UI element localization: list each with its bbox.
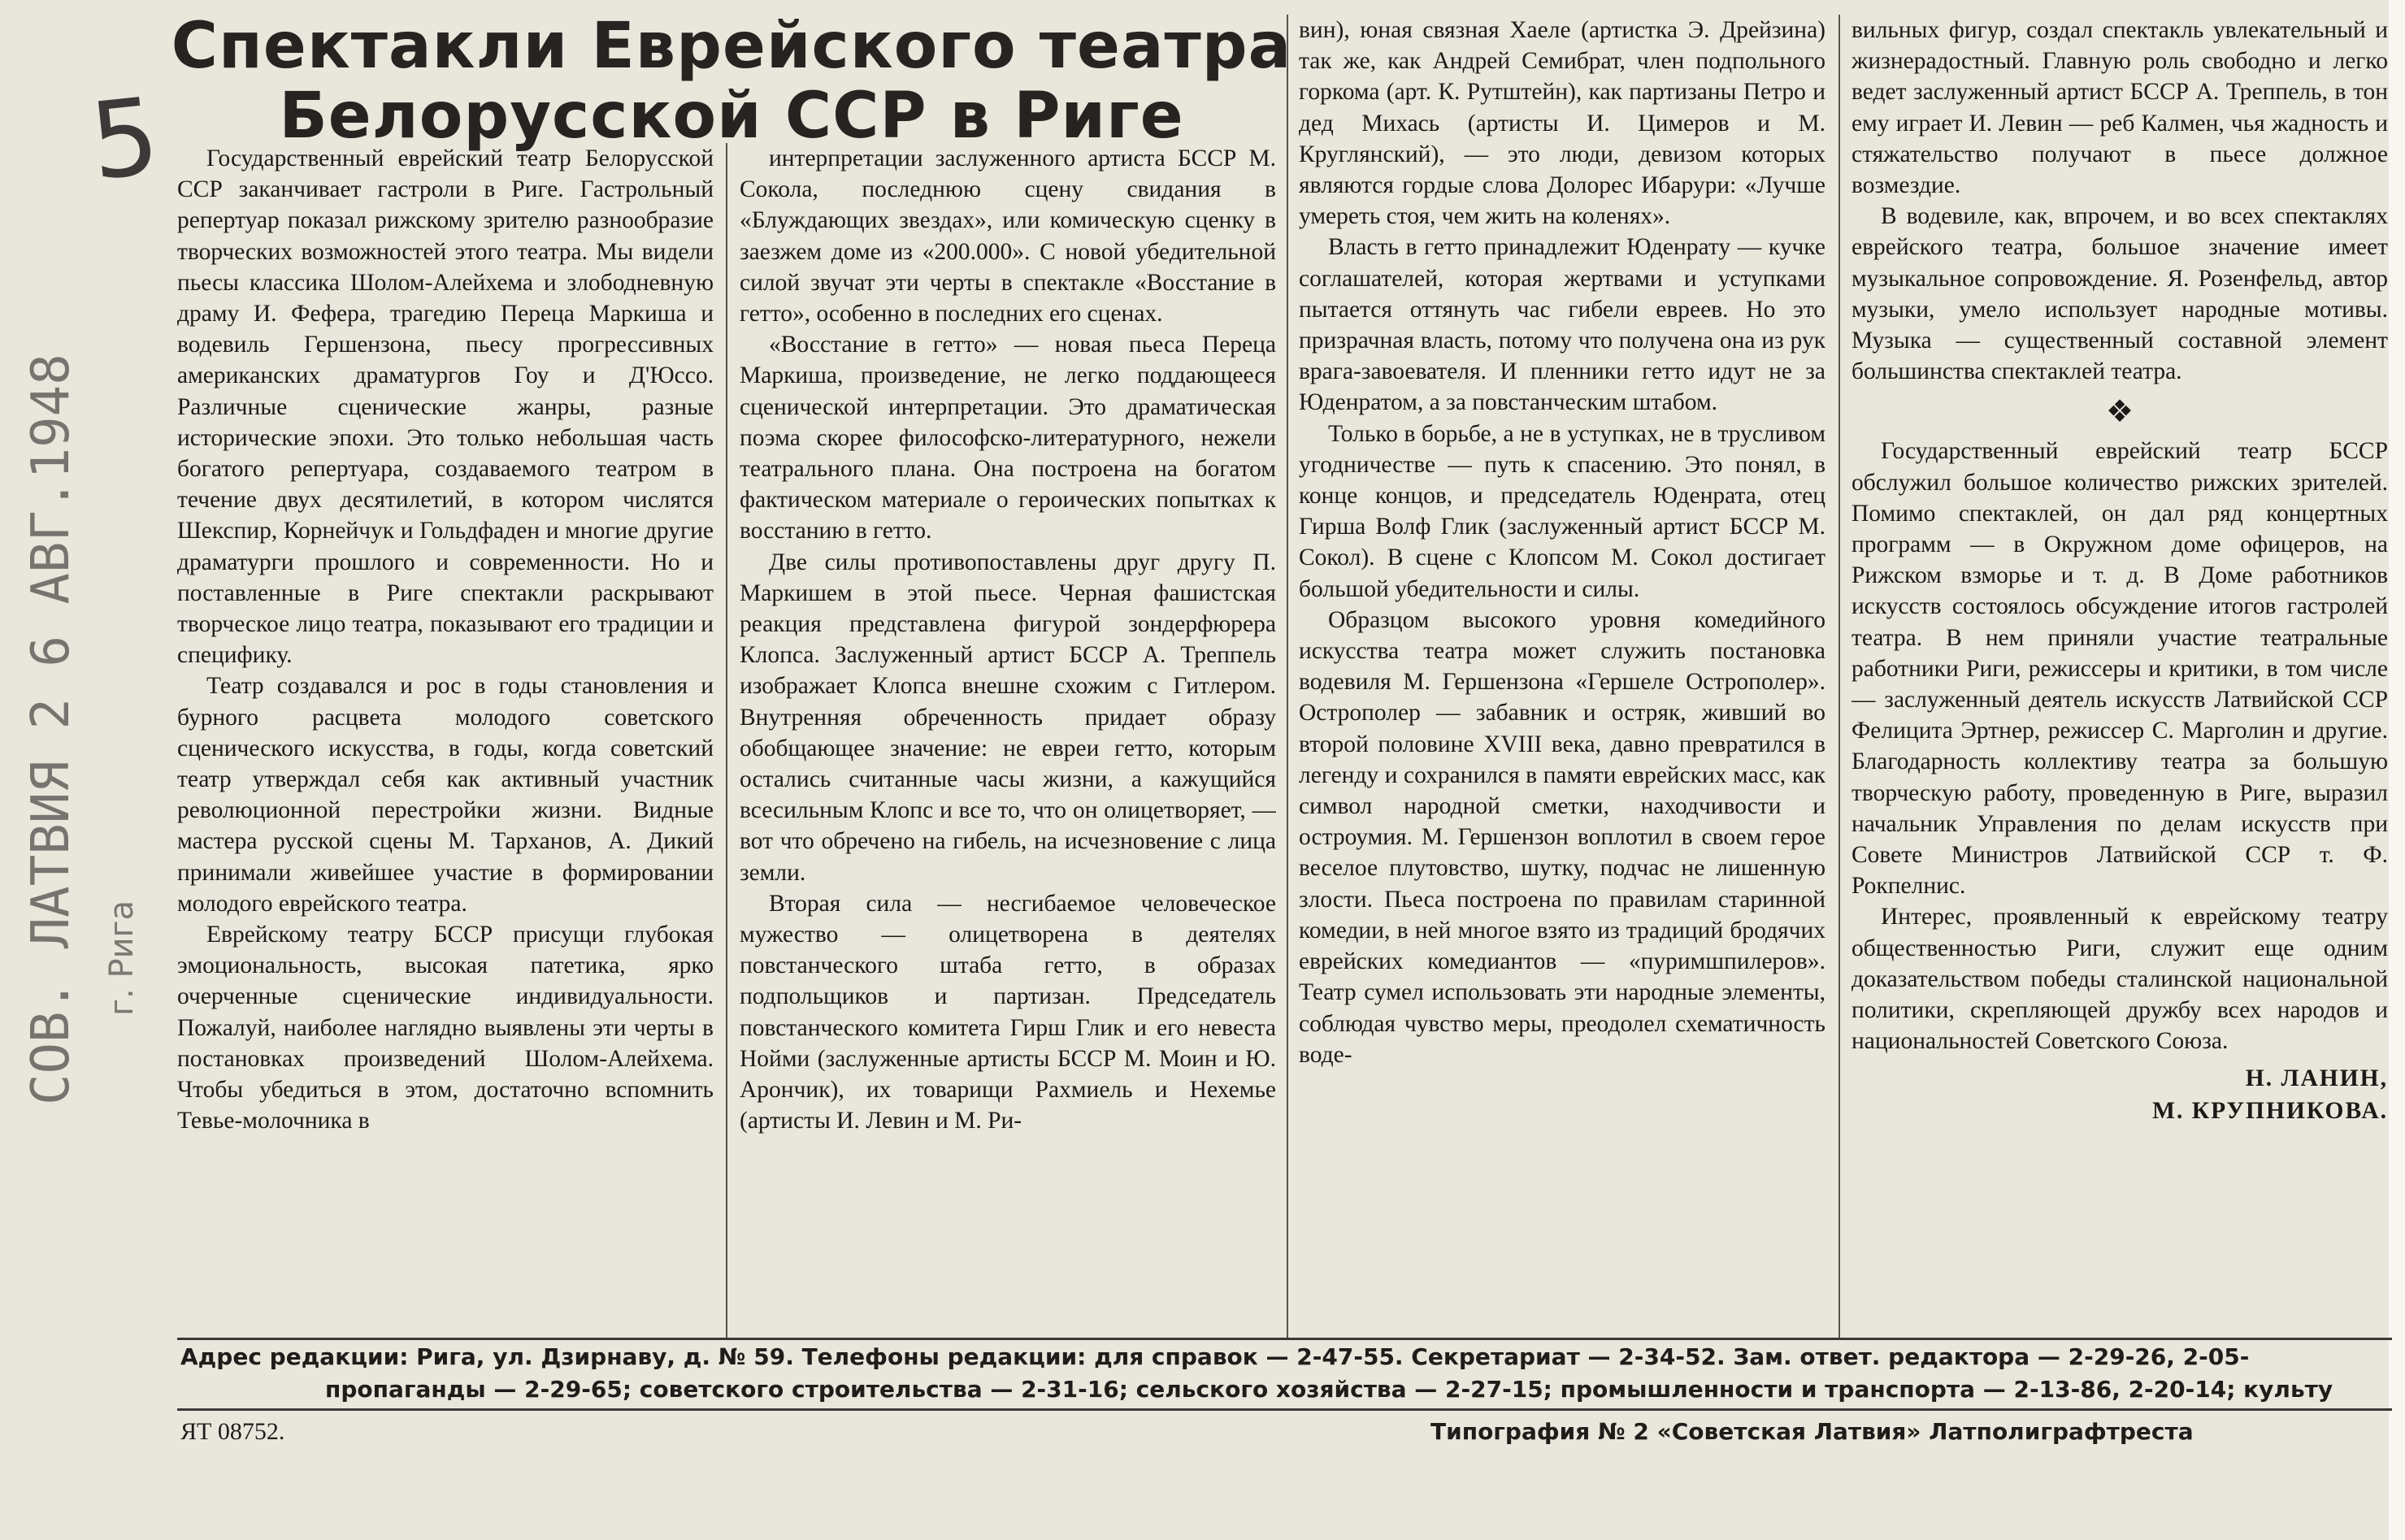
- footer-line: пропаганды — 2-29-65; советского строительства — 2-31-16; сельского хозяйства — 2-27-15; промышленности и транспорта — 2-13-86, 2-20-14; культу: [325, 1376, 2333, 1403]
- author-name: Н. ЛАНИН,: [2245, 1065, 2388, 1091]
- footer-rule-top: [177, 1338, 2392, 1340]
- headline-line-2: Белорусской ССР в Риге: [279, 80, 1184, 153]
- author-name: М. КРУПНИКОВА.: [2152, 1097, 2388, 1124]
- footer-rule-bottom: [177, 1408, 2392, 1411]
- paragraph: «Восстание в гетто» — новая пьеса Переца Маркиша, произведение, не легко поддающееся сценической интерпретации. Это драматическая поэма скорее философско-литературного, нежели театрального плана. Она построена на богатом фактическом материале о героических попытках к восстанию в гетто.: [740, 332, 1276, 544]
- paper-edge: [2389, 0, 2405, 1540]
- editorial-address-footer: [180, 1341, 2395, 1406]
- paragraph: Интерес, проявленный к еврейскому театру общественностью Риги, служит еще одним доказательством победы сталинской национальной политики, скрепляющей дружбу всех народов и национальностей Советского Союза.: [1852, 904, 2388, 1055]
- article-column-2: [740, 143, 1276, 1338]
- article-column-3: [1299, 15, 1825, 1338]
- print-order-code: ЯТ 08752.: [180, 1418, 285, 1445]
- paragraph: Только в борьбе, а не в уступках, не в трусливом угодничестве — путь к спасению. Это понял, в конце концов, и председатель Юденрата, отец Гирша Волф Глик (заслуженный артист БССР М. Сокол). В сцене с Клопсом М. Сокол достигает большой убедительности и силы.: [1299, 420, 1825, 602]
- paragraph: Вторая сила — несгибаемое человеческое мужество — олицетворена в деятелях повстанческого штаба гетто, в образах подпольщиков и партизан. Председатель повстанческого комитета Гирш Глик и его невеста Нойми (заслуженные артисты БССР М. Моин и Ю. Арончик), их товарищи Рахмиель и Нехемье (артисты И. Левин и М. Ри-: [740, 890, 1276, 1134]
- column-divider: [1838, 15, 1840, 1338]
- paragraph: В водевиле, как, впрочем, и во всех спектаклях еврейского театра, большое значение имеет музыкальное сопровождение. Я. Розенфельд, автор музыки, умело использует народные мотивы. Музыка — существенный составной элемент большинства спектаклей театра.: [1852, 203, 2388, 385]
- section-separator-ornament: ❖: [2105, 393, 2134, 430]
- paragraph: Власть в гетто принадлежит Юденрату — кучке соглашателей, которая жертвами и уступками пытается оттянуть час гибели евреев. Но это призрачная власть, потому что получена она из рук врага-завоевателя. И пленники гетто идут не за Юденратом, а за повстанческим штабом.: [1299, 234, 1825, 416]
- paragraph: Театр создавался и рос в годы становления и бурного расцвета молодого советского сценического искусства, в годы, когда советский театр утверждал себя как активный участник революционной перестройки жизни. Видные мастера русской сцены М. Тарханов, А. Дикий принимали живейшее участие в формировании молодого еврейского театра.: [177, 673, 714, 917]
- handwritten-mark: 5: [85, 74, 165, 204]
- paragraph: вин), юная связная Хаеле (артистка Э. Дрейзина) так же, как Андрей Семибрат, член подпольного горкома (арт. К. Рутштейн), как партизаны Петро и дед Михась (артисты И. Цимеров и М. Круглянский), — это люди, девизом которых являются гордые слова Долорес Ибарури: «Лучше умереть стоя, чем жить на коленях».: [1299, 17, 1825, 230]
- city-stamp: г. Рига: [103, 900, 141, 1016]
- footer-line: Адрес редакции: Рига, ул. Дзирнаву, д. № 59. Телефоны редакции: для справок — 2-47-55. Секретариат — 2-34-52. Зам. ответ. редактора — 2-29-26, 2-05-: [180, 1343, 2250, 1370]
- author-signature: [1852, 1062, 2388, 1127]
- date-stamp: СОВ. ЛАТВИЯ 2 6 АВГ.1948: [21, 354, 81, 1105]
- paragraph: вильных фигур, создал спектакль увлекательный и жизнерадостный. Главную роль свободно и легко ведет заслуженный артист БССР А. Треппель, в тон ему играет И. Левин — реб Калмен, чья жадность и стяжательство получают в пьесе должное возмездие.: [1852, 17, 2388, 199]
- headline-line-1: Спектакли Еврейского театра: [171, 10, 1292, 83]
- paragraph: Образцом высокого уровня комедийного искусства театра может служить постановка водевиля М. Гершензона «Гершеле Острополер». Острополер — забавник и остряк, живший во второй половине XVIII века, давно превратился в легенду и сохранился в памяти еврейских масс, как символ народной сметки, находчивости и остроумия. М. Гершензон воплотил в своем герое веселое плутовство, шутку, подчас не лишенную злости. Пьеса построена по правилам старинной комедии, в ней многое взято из традиций бродячих еврейских комедиантов — «пуримшпилеров». Театр сумел использовать эти народные элементы, соблюдая чувство меры, преодолел схематичность воде-: [1299, 606, 1825, 1068]
- paragraph: Две силы противопоставлены друг другу П. Маркишем в этой пьесе. Черная фашистская реакция представлена фигурой зондерфюрера Клопса. Заслуженный артист БССР А. Треппель изображает Клопса внешне схожим с Гитлером. Внутренняя обреченность придает образу обобщающее значение: не евреи гетто, которым остались считанные часы жизни, а кажущийся всесильным Клопс и все то, что он олицетворяет, — вот что обречено на гибель, на исчезновение с лица земли.: [740, 549, 1276, 886]
- article-column-4: [1852, 15, 2388, 1338]
- printer-imprint: Типография № 2 «Советская Латвия» Латполиграфтреста: [1430, 1418, 2194, 1445]
- paragraph: Государственный еврейский театр Белорусской ССР заканчивает гастроли в Риге. Гастрольный репертуар показал рижскому зрителю разнообразие творческих возможностей этого театра. Мы видели пьесы классика Шолом-Алейхема и злободневную драму И. Фефера, трагедию Переца Маркиша и водевиль Гершензона, пьесу прогрессивных американских драматургов Гоу и Д'Юссо. Различные сценические жанры, разные исторические эпохи. Это только небольшая часть богатого репертуара, создаваемого театром в течение двух десятилетий, в котором числятся Шекспир, Корнейчук и Гольдфаден и многие другие драматурги прошлого и современности. Но и поставленные в Риге спектакли раскрывают творческое лицо театра, показывают его традиции и специфику.: [177, 145, 714, 669]
- article-column-1: [177, 143, 714, 1338]
- column-divider: [1287, 15, 1288, 1338]
- paragraph: интерпретации заслуженного артиста БССР М. Сокола, последнюю сцену свидания в «Блуждающих звездах», или комическую сценку в заезжем доме из «200.000». С новой убедительной силой звучат эти черты в спектакле «Восстание в гетто», особенно в последних его сценах.: [740, 145, 1276, 328]
- paragraph: Еврейскому театру БССР присущи глубокая эмоциональность, высокая патетика, ярко очерченные сценические индивидуальности. Пожалуй, наиболее наглядно выявлены эти черты в постановках произведений Шолом-Алейхема. Чтобы убедиться в этом, достаточно вспомнить Тевье-молочника в: [177, 922, 714, 1134]
- article-headline: [163, 11, 1300, 151]
- paragraph: Государственный еврейский театр БССР обслужил большое количество рижских зрителей. Помимо спектаклей, он дал ряд концертных программ — в Окружном доме офицеров, на Рижском взморье и т. д. В Доме работников искусств состоялось обсуждение итогов гастролей театра. В нем приняли участие театральные работники Риги, режиссеры и критики, в том числе — заслуженный деятель искусств Латвийской ССР Фелицита Эртнер, режиссер С. Марголин и другие. Благодарность коллективу театра за большую творческую работу, проведенную в Риге, выразил начальник Управления по делам искусств при Совете Министров Латвийской ССР т. Ф. Рокпелнис.: [1852, 438, 2388, 900]
- column-divider: [726, 143, 727, 1338]
